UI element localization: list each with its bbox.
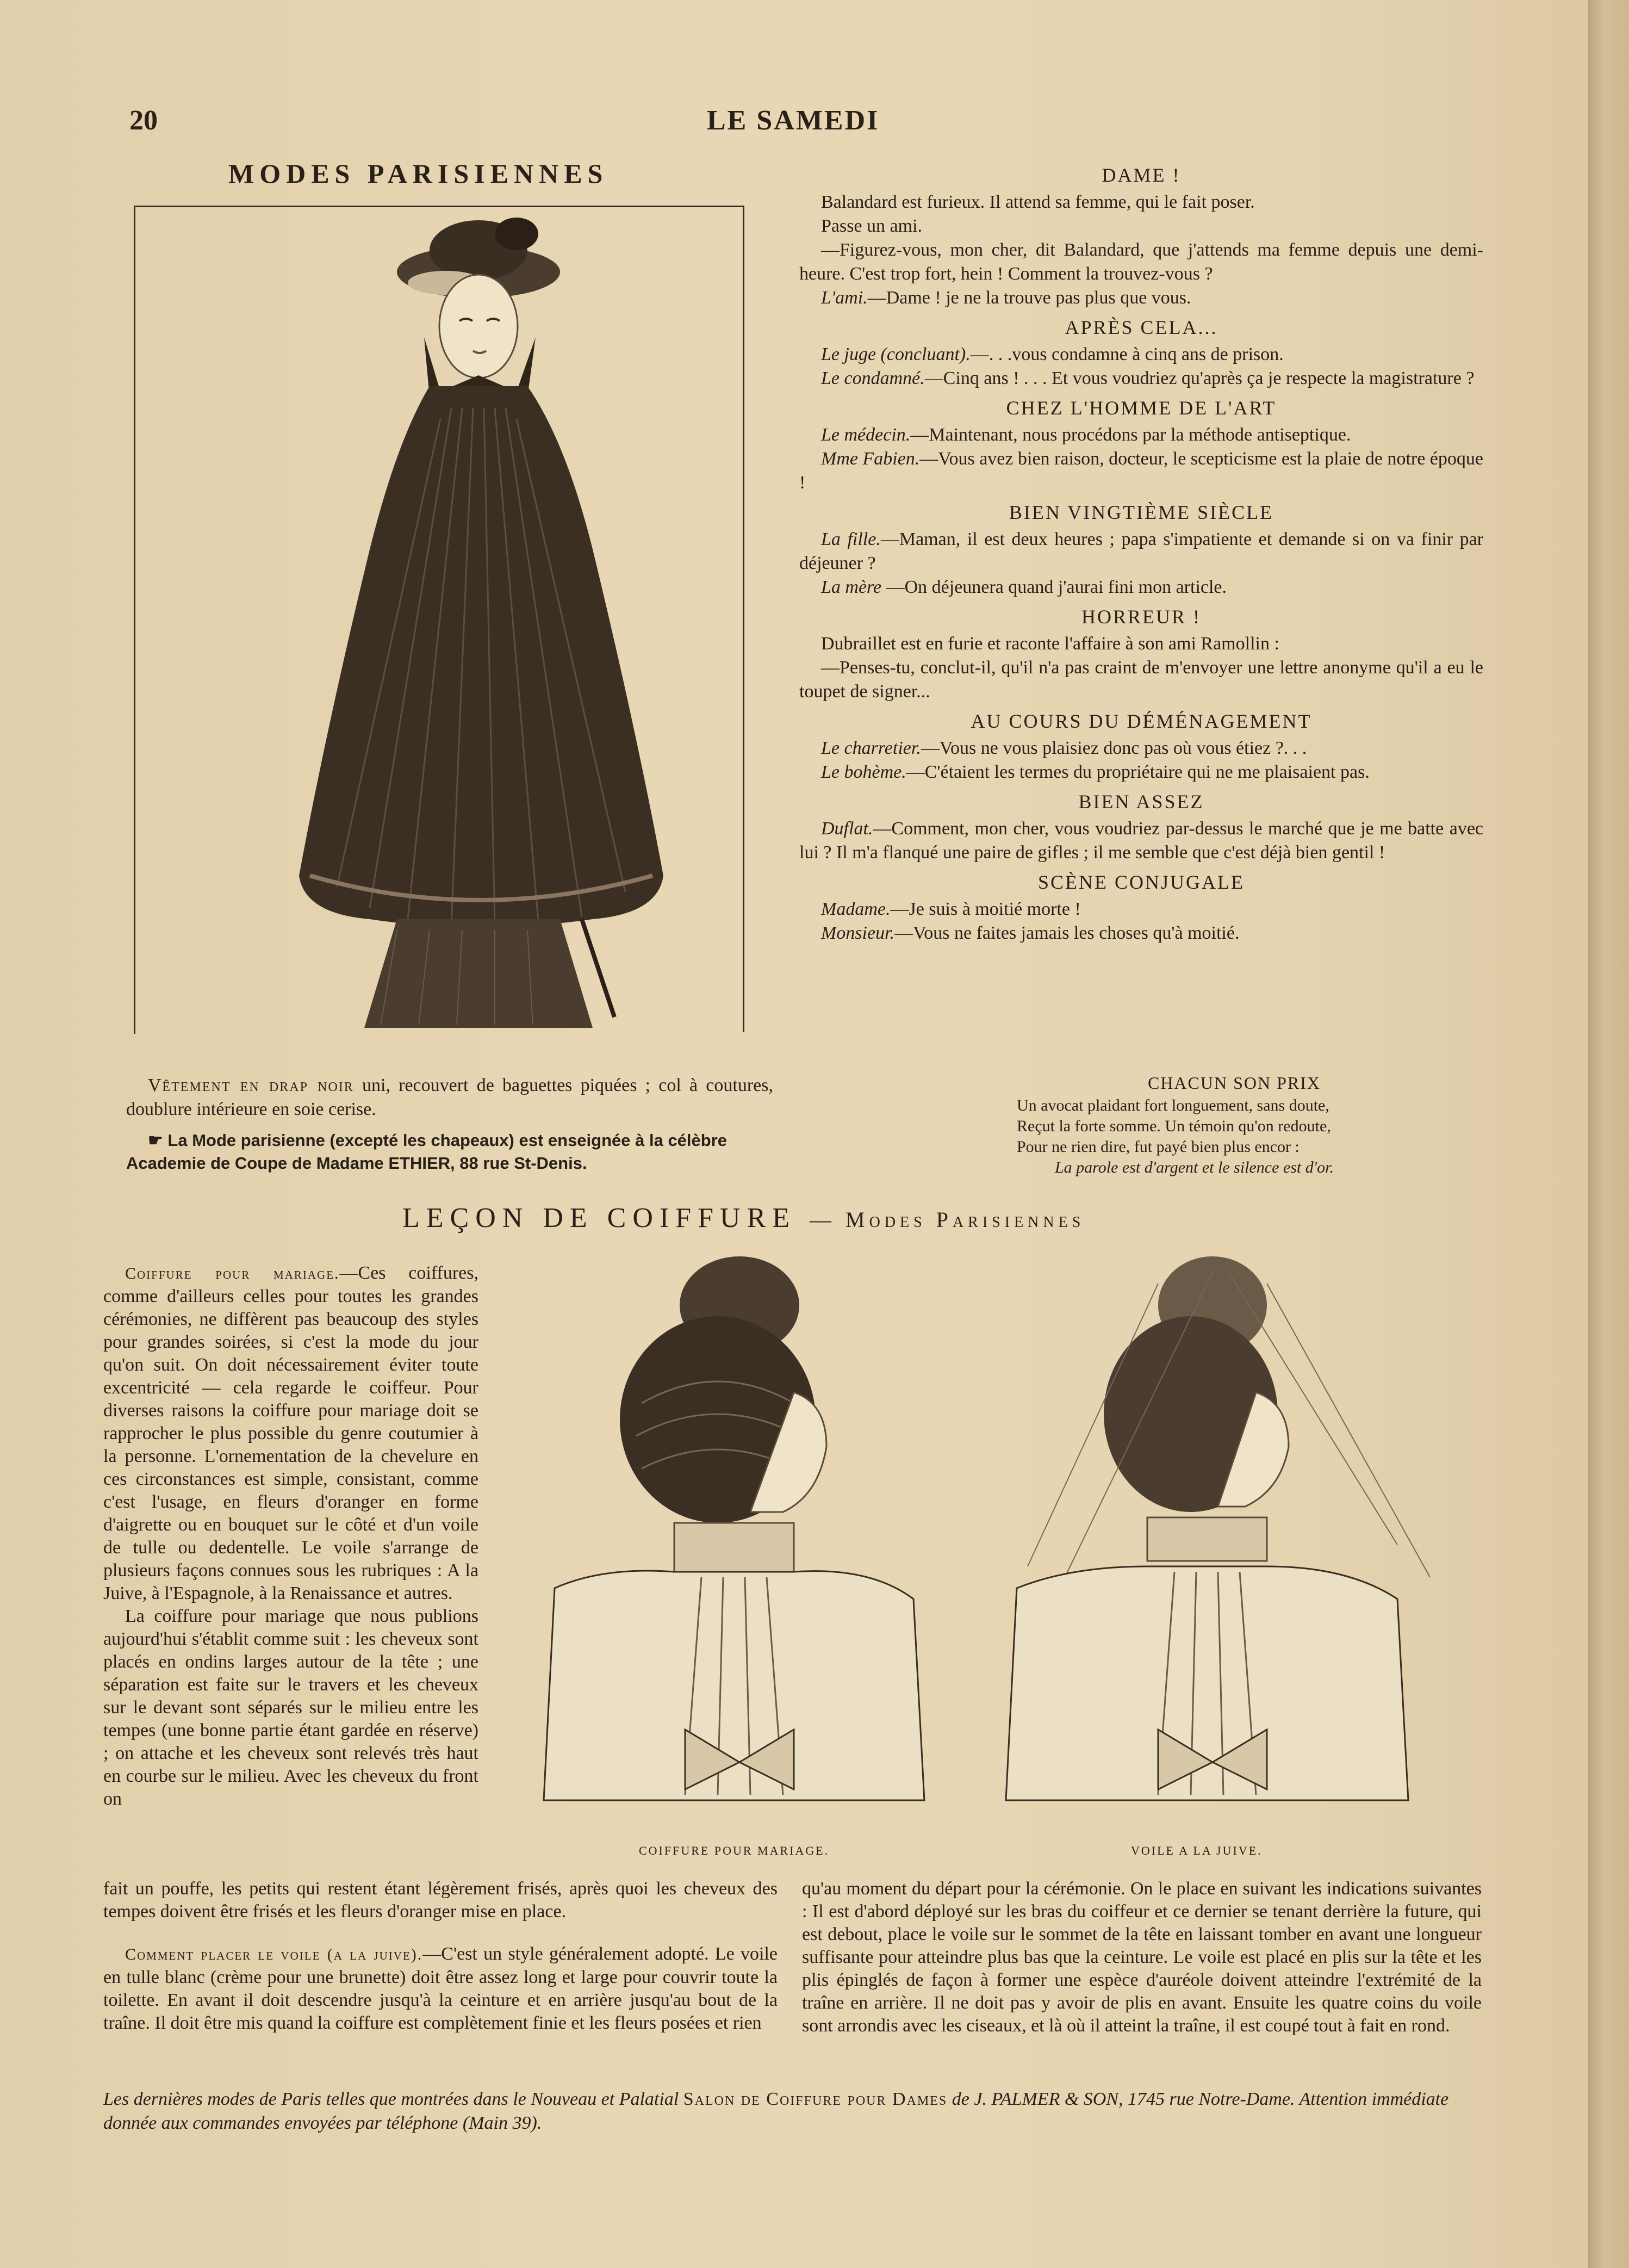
cape-caption bbox=[126, 1074, 773, 1121]
joke-text: Passe un ami. bbox=[821, 216, 923, 236]
joke-text: Balandard est furieux. Il attend sa femme, qui le fait poser. bbox=[821, 192, 1255, 212]
academy-notice-text: La Mode parisienne (excepté les chapeaux) est enseignée à la célèbre Academie de Coupe de Madame ETHIER, 88 rue St-Denis. bbox=[126, 1131, 728, 1173]
joke-title: BIEN VINGTIÈME SIÈCLE bbox=[1009, 501, 1274, 523]
pointing-hand-icon: ☛ bbox=[148, 1131, 168, 1150]
p2-continued: fait un pouffe, les petits qui restent étant légèrement frisés, après quoi les cheveux des tempes doivent être frisés et les fleurs d'oranger mise en place. bbox=[103, 1879, 778, 1922]
page-number: 20 bbox=[129, 105, 158, 136]
footer-salon: Salon de Coiffure pour Dames bbox=[683, 2089, 948, 2109]
modes-section-title: MODES PARISIENNES bbox=[228, 158, 608, 189]
joke-line bbox=[799, 575, 1483, 599]
lecon-subtitle: — Modes Parisiennes bbox=[810, 1207, 1085, 1232]
joke-title: BIEN ASSEZ bbox=[1078, 791, 1204, 813]
p3-text: —C'est un style généralement adopté. Le voile en tulle blanc (crème pour une brunette) doit être assez long et large pour couvrir toute la toilette. En avant il doit descendre jusqu'à la ceinture et en arrière jusqu'au bout de la traîne. Il doit être mis quand la coiffure est complètement finie et les fleurs posées et rien bbox=[103, 1944, 778, 2033]
fig1-caption: COIFFURE POUR MARIAGE. bbox=[639, 1844, 830, 1857]
academy-notice bbox=[126, 1129, 773, 1175]
joke-line bbox=[799, 656, 1483, 704]
joke-line bbox=[799, 632, 1483, 656]
joke-text: —Vous ne faites jamais les choses qu'à moitié. bbox=[894, 923, 1240, 943]
joke-speaker: La fille. bbox=[821, 529, 881, 549]
coiffure-mariage-illustration bbox=[522, 1240, 957, 1855]
joke-speaker: Madame. bbox=[821, 899, 891, 919]
lecon-bottom-left bbox=[103, 1877, 778, 2035]
joke-text: —. . .vous condamne à cinq ans de prison. bbox=[970, 344, 1284, 364]
joke-text: —Comment, mon cher, vous voudriez par-dessus le marché que je me batte avec lui ? Il m'a flanqué une paire de gifles ; il me semble que c'est déjà bien gentil ! bbox=[799, 819, 1483, 863]
poem-lines bbox=[1017, 1095, 1452, 1157]
p3-lead: Comment placer le voile (a la juive). bbox=[125, 1945, 423, 1963]
joke-speaker: La mère bbox=[821, 577, 882, 597]
joke-text: —Vous ne vous plaisiez donc pas où vous étiez ?. . . bbox=[921, 738, 1307, 758]
caption-text: uni, recouvert de baguettes piquées ; col à coutures, doublure intérieure en soie cerise. bbox=[126, 1075, 773, 1119]
jokes-column bbox=[799, 158, 1483, 945]
joke-line bbox=[799, 921, 1483, 945]
p3-continued: qu'au moment du départ pour la cérémonie. On le place en suivant les indications suivantes : Il est d'abord déployé sur les bras du coiffeur et ce dernier se tenant derrière la future, qui est debout, place le voile sur le sommet de la tête en laissant tomber en avant une longueur suffisante pour atteindre plus bas que la ceinture. Le voile est placé en plis sur la tête et les plis épinglés de façon à former une espèce d'auréole doivent atteindre l'extrémité de la traîne en arrière. Il ne doit pas y avoir de plis en avant. Ensuite les quatre coins du voile sont arrondis avec les ciseaux, et là où il atteint la traîne, il est coupé tout à fait en rond. bbox=[802, 1879, 1482, 2036]
joke-speaker: Mme Fabien. bbox=[821, 449, 920, 469]
joke-title: CHEZ L'HOMME DE L'ART bbox=[1006, 397, 1277, 419]
footer-text-2: de J. PALMER & SON, 1745 rue Notre-Dame. Attention immédiate donnée aux commandes envoyées par téléphone (Main 39). bbox=[103, 2089, 1449, 2133]
joke-line bbox=[799, 286, 1483, 310]
joke-speaker: Le condamné. bbox=[821, 368, 925, 388]
joke-title: APRÈS CELA... bbox=[1065, 317, 1218, 338]
fig2-caption: VOILE A LA JUIVE. bbox=[1131, 1844, 1263, 1857]
joke-title: HORREUR ! bbox=[1081, 606, 1201, 628]
joke-text: —C'étaient les termes du propriétaire qui ne me plaisaient pas. bbox=[906, 762, 1370, 782]
joke-line bbox=[799, 447, 1483, 495]
joke-line bbox=[799, 897, 1483, 921]
joke-text: —Penses-tu, conclut-il, qu'il n'a pas craint de m'envoyer une lettre anonyme qu'il a eu le toupet de signer... bbox=[799, 658, 1483, 702]
joke-line bbox=[799, 343, 1483, 367]
joke-speaker: Le médecin. bbox=[821, 425, 911, 445]
lecon-title bbox=[402, 1202, 1085, 1234]
caption-lead: Vêtement en drap noir bbox=[148, 1075, 354, 1095]
joke-speaker: Monsieur. bbox=[821, 923, 895, 943]
footer-text-1: Les dernières modes de Paris telles que montrées dans le Nouveau et Palatial bbox=[103, 2089, 683, 2109]
cape-illustration bbox=[234, 212, 723, 1061]
poem bbox=[1017, 1073, 1452, 1178]
joke-line bbox=[799, 190, 1483, 214]
poem-title: CHACUN SON PRIX bbox=[1147, 1073, 1321, 1093]
joke-line bbox=[799, 760, 1483, 784]
joke-line bbox=[799, 238, 1483, 286]
poem-line: Un avocat plaidant fort longuement, sans doute, bbox=[1017, 1096, 1329, 1114]
newspaper-title: LE SAMEDI bbox=[707, 105, 880, 136]
page-binding-edge bbox=[1588, 0, 1629, 2268]
joke-title: DAME ! bbox=[1102, 164, 1181, 186]
joke-speaker: Le charretier. bbox=[821, 738, 921, 758]
joke-text: —Maman, il est deux heures ; papa s'impatiente et demande si on va finir par déjeuner ? bbox=[799, 529, 1484, 573]
footer-advert bbox=[103, 2087, 1495, 2135]
joke-speaker: L'ami. bbox=[821, 288, 868, 308]
illustration-frame-edge bbox=[743, 206, 744, 1032]
p2-text: La coiffure pour mariage que nous publions aujourd'hui s'établit comme suit : les cheveux sont placés en ondins larges autour de la tête ; une séparation est faite sur le travers et les cheveux sur le devant sont séparés sur le milieu entre les tempes (une bonne partie étant gardée en réserve) ; on attache et les cheveux sont relevés très haut en courbe sur le milieu. Avec les cheveux du front on bbox=[103, 1606, 478, 1809]
joke-title: AU COURS DU DÉMÉNAGEMENT bbox=[971, 710, 1312, 732]
joke-speaker: Le bohème. bbox=[821, 762, 906, 782]
joke-title: SCÈNE CONJUGALE bbox=[1037, 871, 1245, 893]
joke-speaker: Le juge (concluant). bbox=[821, 344, 971, 364]
joke-line bbox=[799, 367, 1483, 391]
joke-line bbox=[799, 214, 1483, 238]
joke-text: —Dame ! je ne la trouve pas plus que vous. bbox=[867, 288, 1191, 308]
joke-speaker: Duflat. bbox=[821, 819, 873, 839]
joke-text: —Figurez-vous, mon cher, dit Balandard, que j'attends ma femme depuis une demi-heure. C'est trop fort, hein ! Comment la trouvez-vous ? bbox=[799, 240, 1483, 284]
joke-text: —Vous avez bien raison, docteur, le scepticisme est la plaie de notre époque ! bbox=[799, 449, 1483, 493]
poem-moral: La parole est d'argent et le silence est d'or. bbox=[1055, 1158, 1334, 1176]
joke-text: —On déjeunera quand j'aurai fini mon article. bbox=[881, 577, 1227, 597]
voile-juive-illustration bbox=[973, 1240, 1452, 1855]
joke-text: Dubraillet est en furie et raconte l'affaire à son ami Ramollin : bbox=[821, 634, 1279, 654]
joke-line bbox=[799, 528, 1483, 575]
lecon-main-title: LEÇON DE COIFFURE bbox=[402, 1203, 797, 1234]
poem-line: Pour ne rien dire, fut payé bien plus encor : bbox=[1017, 1138, 1300, 1156]
joke-line bbox=[799, 817, 1483, 865]
joke-text: —Je suis à moitié morte ! bbox=[890, 899, 1081, 919]
lecon-bottom-right bbox=[802, 1877, 1482, 2037]
p1-text: —Ces coiffures, comme d'ailleurs celles pour toutes les grandes cérémonies, ne diffèrent pas beaucoup des styles pour grandes soirées, si c'est la mode du jour qu'on suit. On doit nécessairement éviter toute excentricité — cela regarde le coiffeur. Pour diverses raisons la coiffure pour mariage doit se rapprocher le plus possible du genre coutumier à la personne. L'ornementation de la chevelure en ces circonstances est simple, consistant, comme c'est l'usage, en fleurs d'oranger en forme d'aigrette ou en bouquet sur le côté et d'un voile de tulle ou dedentelle. Le voile s'arrange de plusieurs façons connues sous les rubriques : A la Juive, à l'Espagnole, à la Renaissance et autres. bbox=[103, 1263, 478, 1603]
lecon-left-column bbox=[103, 1262, 478, 1811]
joke-line bbox=[799, 736, 1483, 760]
poem-line: Reçut la forte somme. Un témoin qu'on redoute, bbox=[1017, 1117, 1331, 1135]
p1-lead: Coiffure pour mariage. bbox=[125, 1265, 340, 1282]
joke-text: —Cinq ans ! . . . Et vous voudriez qu'après ça je respecte la magistrature ? bbox=[924, 368, 1475, 388]
joke-line bbox=[799, 423, 1483, 447]
joke-text: —Maintenant, nous procédons par la méthode antiseptique. bbox=[910, 425, 1351, 445]
